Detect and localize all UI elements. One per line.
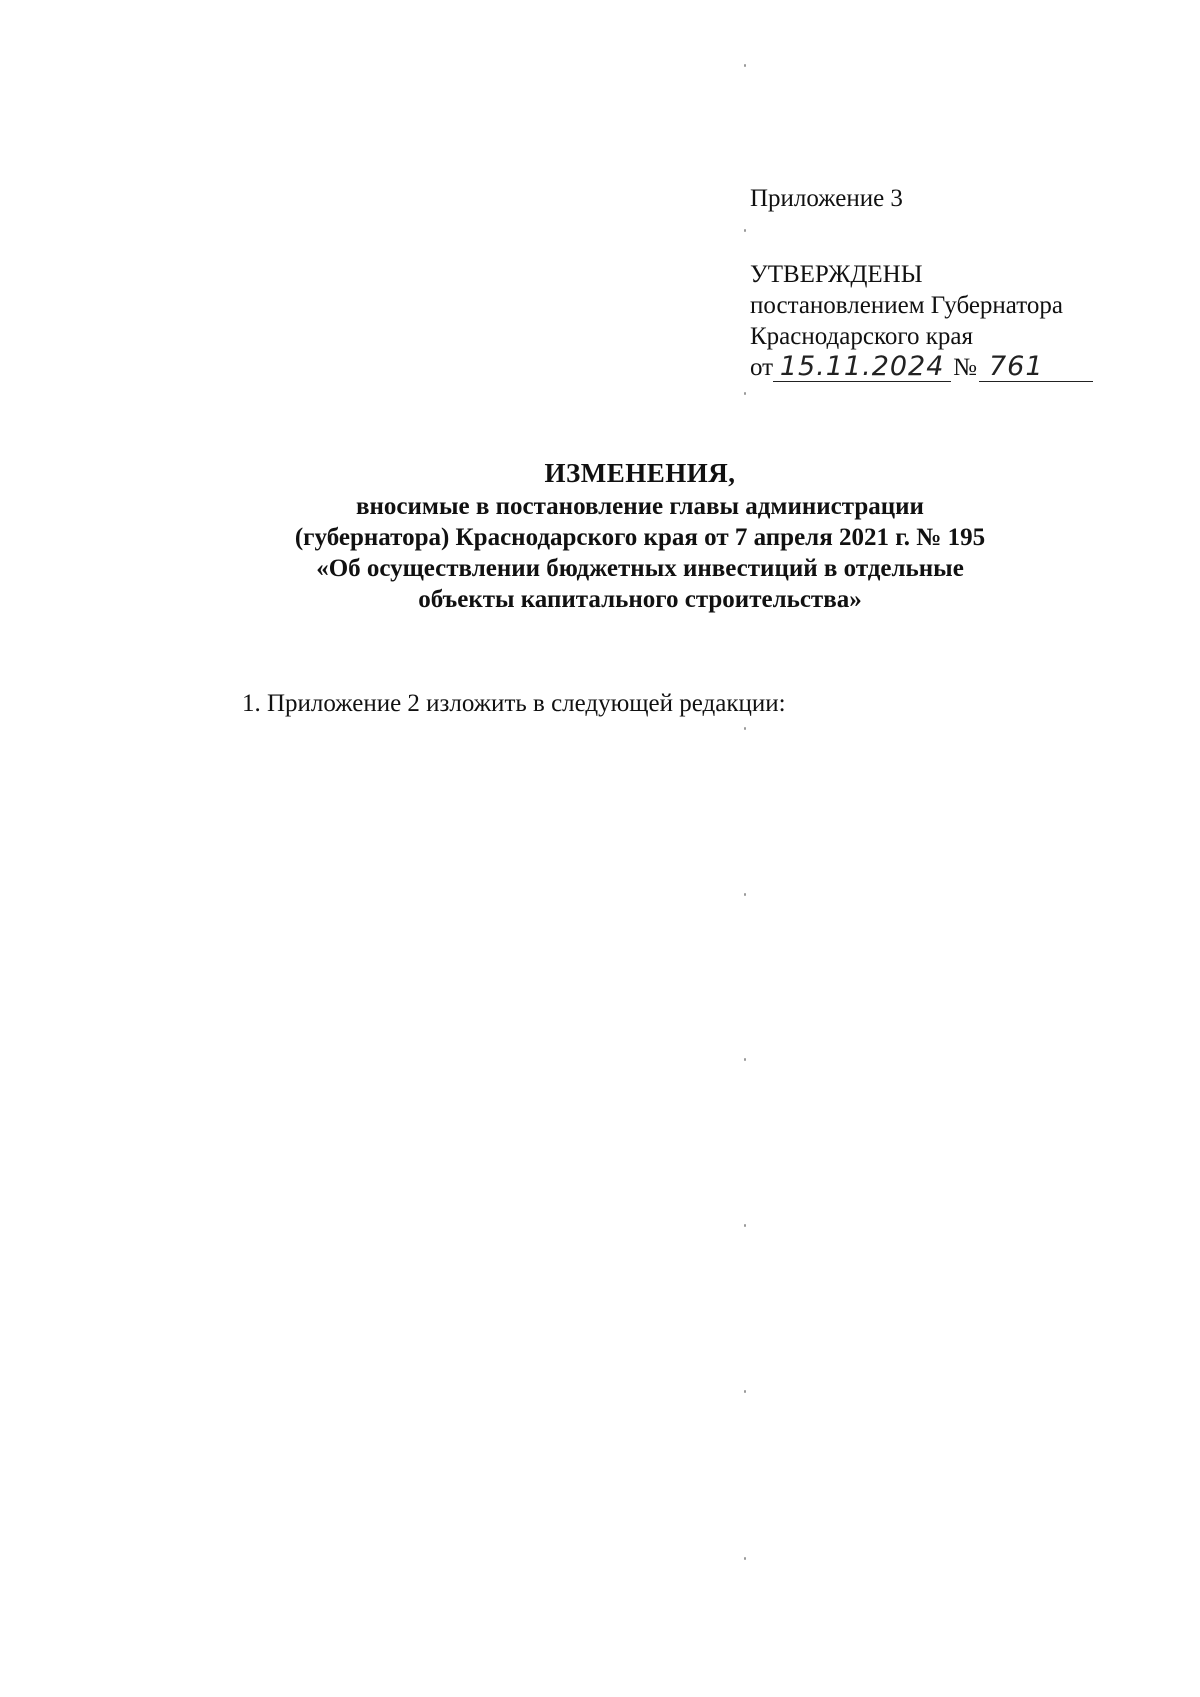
- handwritten-date: 15.11.2024: [773, 353, 951, 382]
- title-line-3: «Об осуществлении бюджетных инвестиций в отдельные: [316, 555, 964, 582]
- approved-label: УТВЕРЖДЕНЫ: [750, 261, 923, 288]
- scan-speck: [744, 1390, 746, 1393]
- scan-speck: [744, 727, 746, 730]
- scan-speck: [744, 893, 746, 896]
- handwritten-number: 761: [979, 353, 1093, 382]
- document-heading: ИЗМЕНЕНИЯ,: [544, 458, 736, 488]
- title-line-4: объекты капитального строительства»: [418, 586, 862, 613]
- title-line-2: (губернатора) Краснодарского края от 7 апреля 2021 г. № 195: [294, 524, 986, 551]
- number-sign: №: [953, 354, 977, 381]
- appendix-label: Приложение 3: [750, 185, 903, 212]
- approval-date-row: [750, 352, 1170, 386]
- approved-region-line: Краснодарского края: [750, 323, 973, 350]
- paragraph-item-1: 1. Приложение 2 изложить в следующей редакции:: [242, 690, 786, 717]
- scan-speck: [744, 392, 746, 395]
- document-title-block: [200, 458, 1080, 615]
- title-line-1: вносимые в постановление главы администрации: [356, 493, 924, 520]
- scan-speck: [744, 229, 746, 232]
- scan-speck: [744, 1058, 746, 1061]
- scan-speck: [744, 1224, 746, 1227]
- date-prefix: от: [750, 354, 774, 381]
- approved-by-line: постановлением Губернатора: [750, 292, 1063, 319]
- approval-block: [750, 183, 1170, 386]
- scan-speck: [744, 64, 746, 67]
- scan-speck: [744, 1557, 746, 1560]
